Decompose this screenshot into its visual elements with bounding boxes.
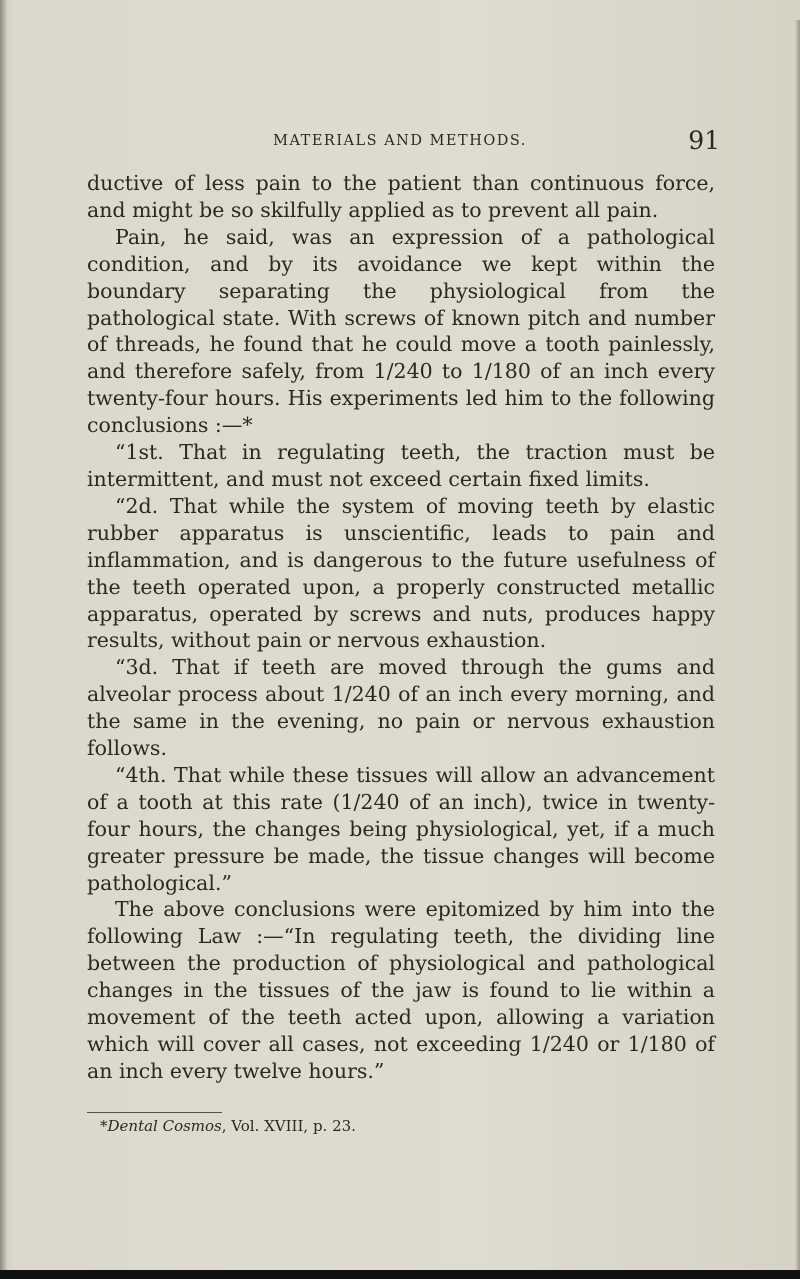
page-number: 91	[688, 126, 720, 155]
paragraph: “3d. That if teeth are moved through the gums and alveolar process about 1/240 of an inch every morning, and the same in the evening, no pain or nervous exhaustion follows.	[87, 655, 715, 761]
paragraph: “1st. That in regulating teeth, the traction must be intermittent, and must not exceed certain fixed limits.	[87, 440, 715, 491]
paragraph: Pain, he said, was an expression of a pathological condition, and by its avoidance we kept within the boundary separating the physiological from the pathological state. With screws of known pitch and number of threads, he found that he could move a tooth painlessly, and therefore safely, from 1/240 to 1/180 of an inch every twenty-four hours. His experiments led him to the following conclusions :—*	[87, 224, 715, 438]
paragraph: The above conclusions were epitomized by him into the following Law :—“In regulating teeth, the dividing line between the production of physiological and pathological changes in the tissues of the jaw is found to lie within a movement of the teeth acted upon, allowing a variation which will cover all cases, not exceeding 1/240 or 1/180 of an inch every twelve hours.”	[87, 897, 715, 1083]
paragraph: “4th. That while these tissues will allow an advancement of a tooth at this rate (1/240 of an inch), twice in twenty-four hours, the changes being physiological, yet, if a much greater pressure be made, the tissue changes will become pathological.”	[87, 762, 715, 895]
footnote-divider	[87, 1112, 222, 1113]
scan-bottom-edge	[0, 1270, 800, 1279]
footnote-marker: *	[100, 1117, 108, 1135]
running-title: MATERIALS AND METHODS.	[273, 133, 527, 149]
paragraph: ductive of less pain to the patient than continuous force, and might be so skilfully applied as to prevent all pain.	[87, 171, 715, 222]
paragraph: “2d. That while the system of moving teeth by elastic rubber apparatus is unscientific, leads to pain and inflammation, and is dangerous to the future usefulness of the teeth operated upon, a properly constructed metallic apparatus, operated by screws and nuts, produces happy results, without pain or nervous exhaustion.	[87, 493, 715, 653]
page-edge-shadow	[795, 20, 800, 1279]
footnote	[100, 1117, 356, 1135]
footnote-source: Dental Cosmos	[107, 1117, 222, 1135]
footnote-detail: , Vol. XVIII, p. 23.	[221, 1117, 356, 1135]
page-header	[80, 126, 720, 155]
page-gutter-shadow	[0, 0, 6, 1279]
body-text	[87, 170, 715, 1085]
